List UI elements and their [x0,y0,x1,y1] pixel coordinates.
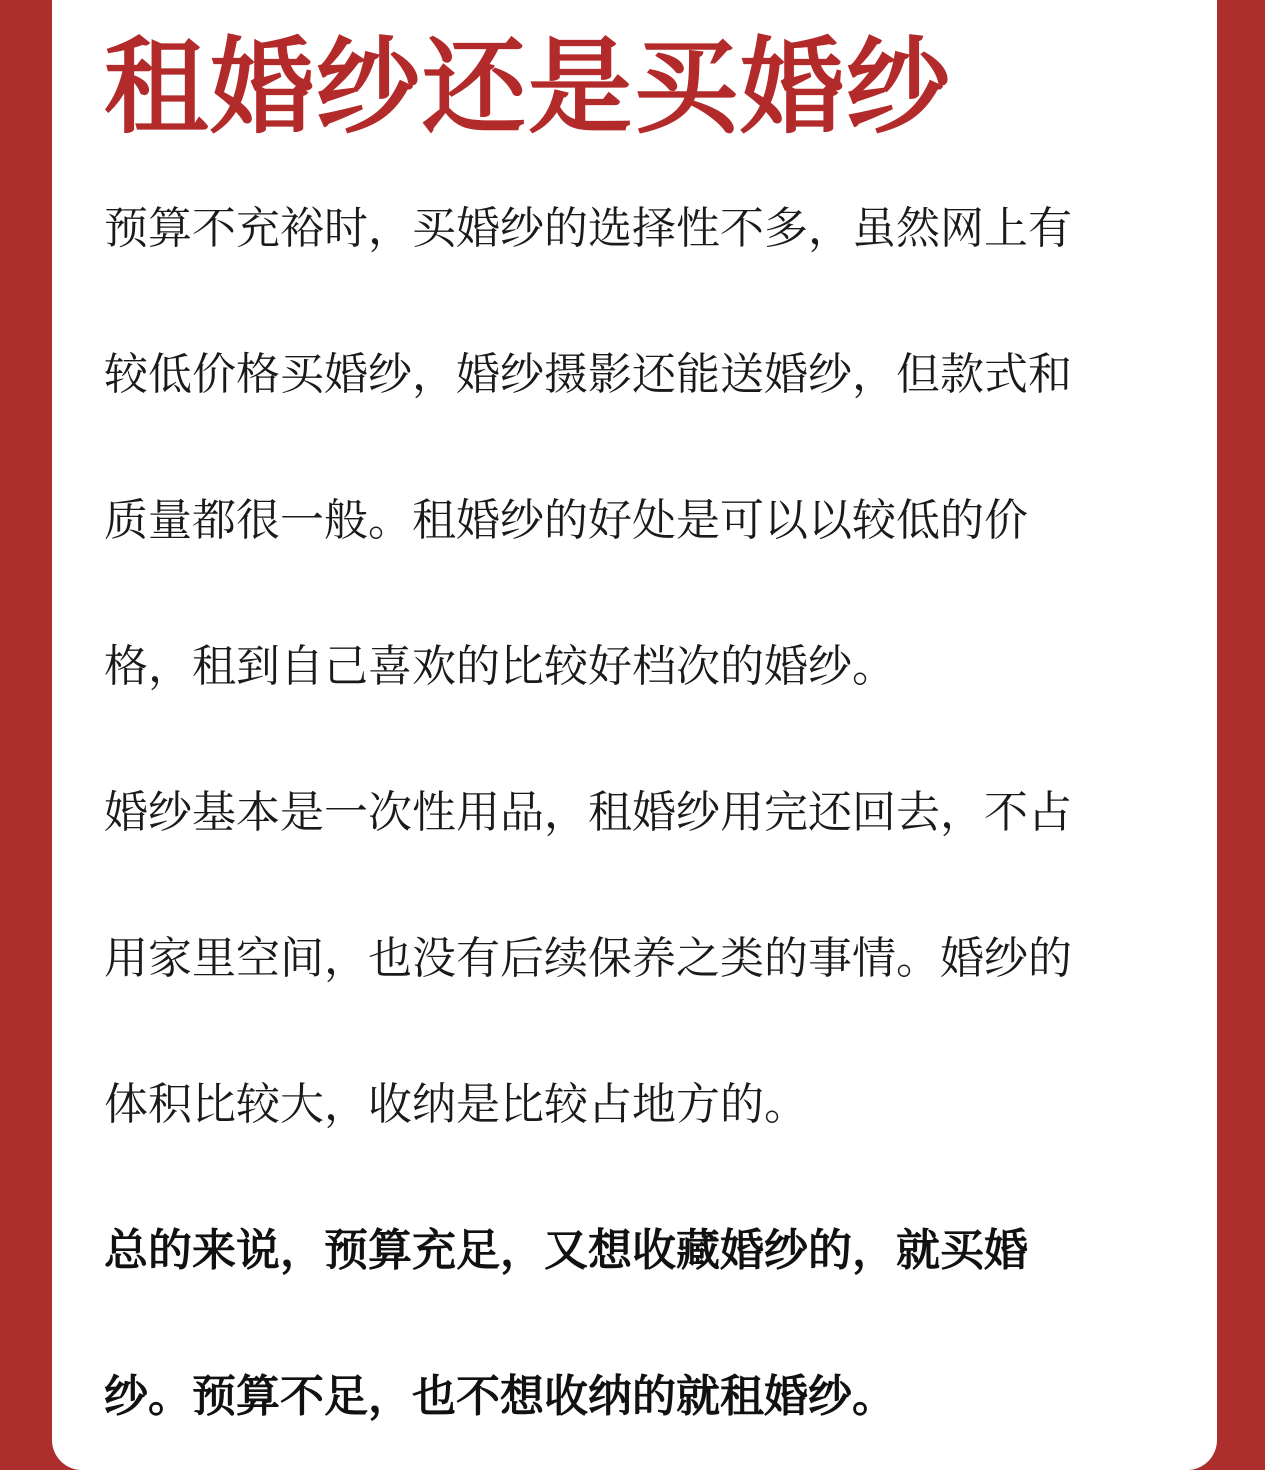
conclusion-line-2: 纱。预算不足，也不想收纳的就租婚纱。 [104,1371,896,1422]
paragraph-2-line-2: 用家里空间，也没有后续保养之类的事情。婚纱的 [104,933,1072,984]
paragraph-1-line-4: 格，租到自己喜欢的比较好档次的婚纱。 [104,641,896,692]
paragraph-1-line-1: 预算不充裕时，买婚纱的选择性不多，虽然网上有 [104,203,1072,254]
paragraph-2-line-1: 婚纱基本是一次性用品，租婚纱用完还回去，不占 [104,787,1072,838]
paragraph-2-line-3: 体积比较大，收纳是比较占地方的。 [104,1079,808,1130]
paragraph-1-line-3: 质量都很一般。租婚纱的好处是可以以较低的价 [104,495,1028,546]
conclusion-line-1: 总的来说，预算充足，又想收藏婚纱的，就买婚 [104,1225,1028,1276]
paragraph-1-line-2: 较低价格买婚纱，婚纱摄影还能送婚纱，但款式和 [104,349,1072,400]
page-title: 租婚纱还是买婚纱 [104,26,953,148]
